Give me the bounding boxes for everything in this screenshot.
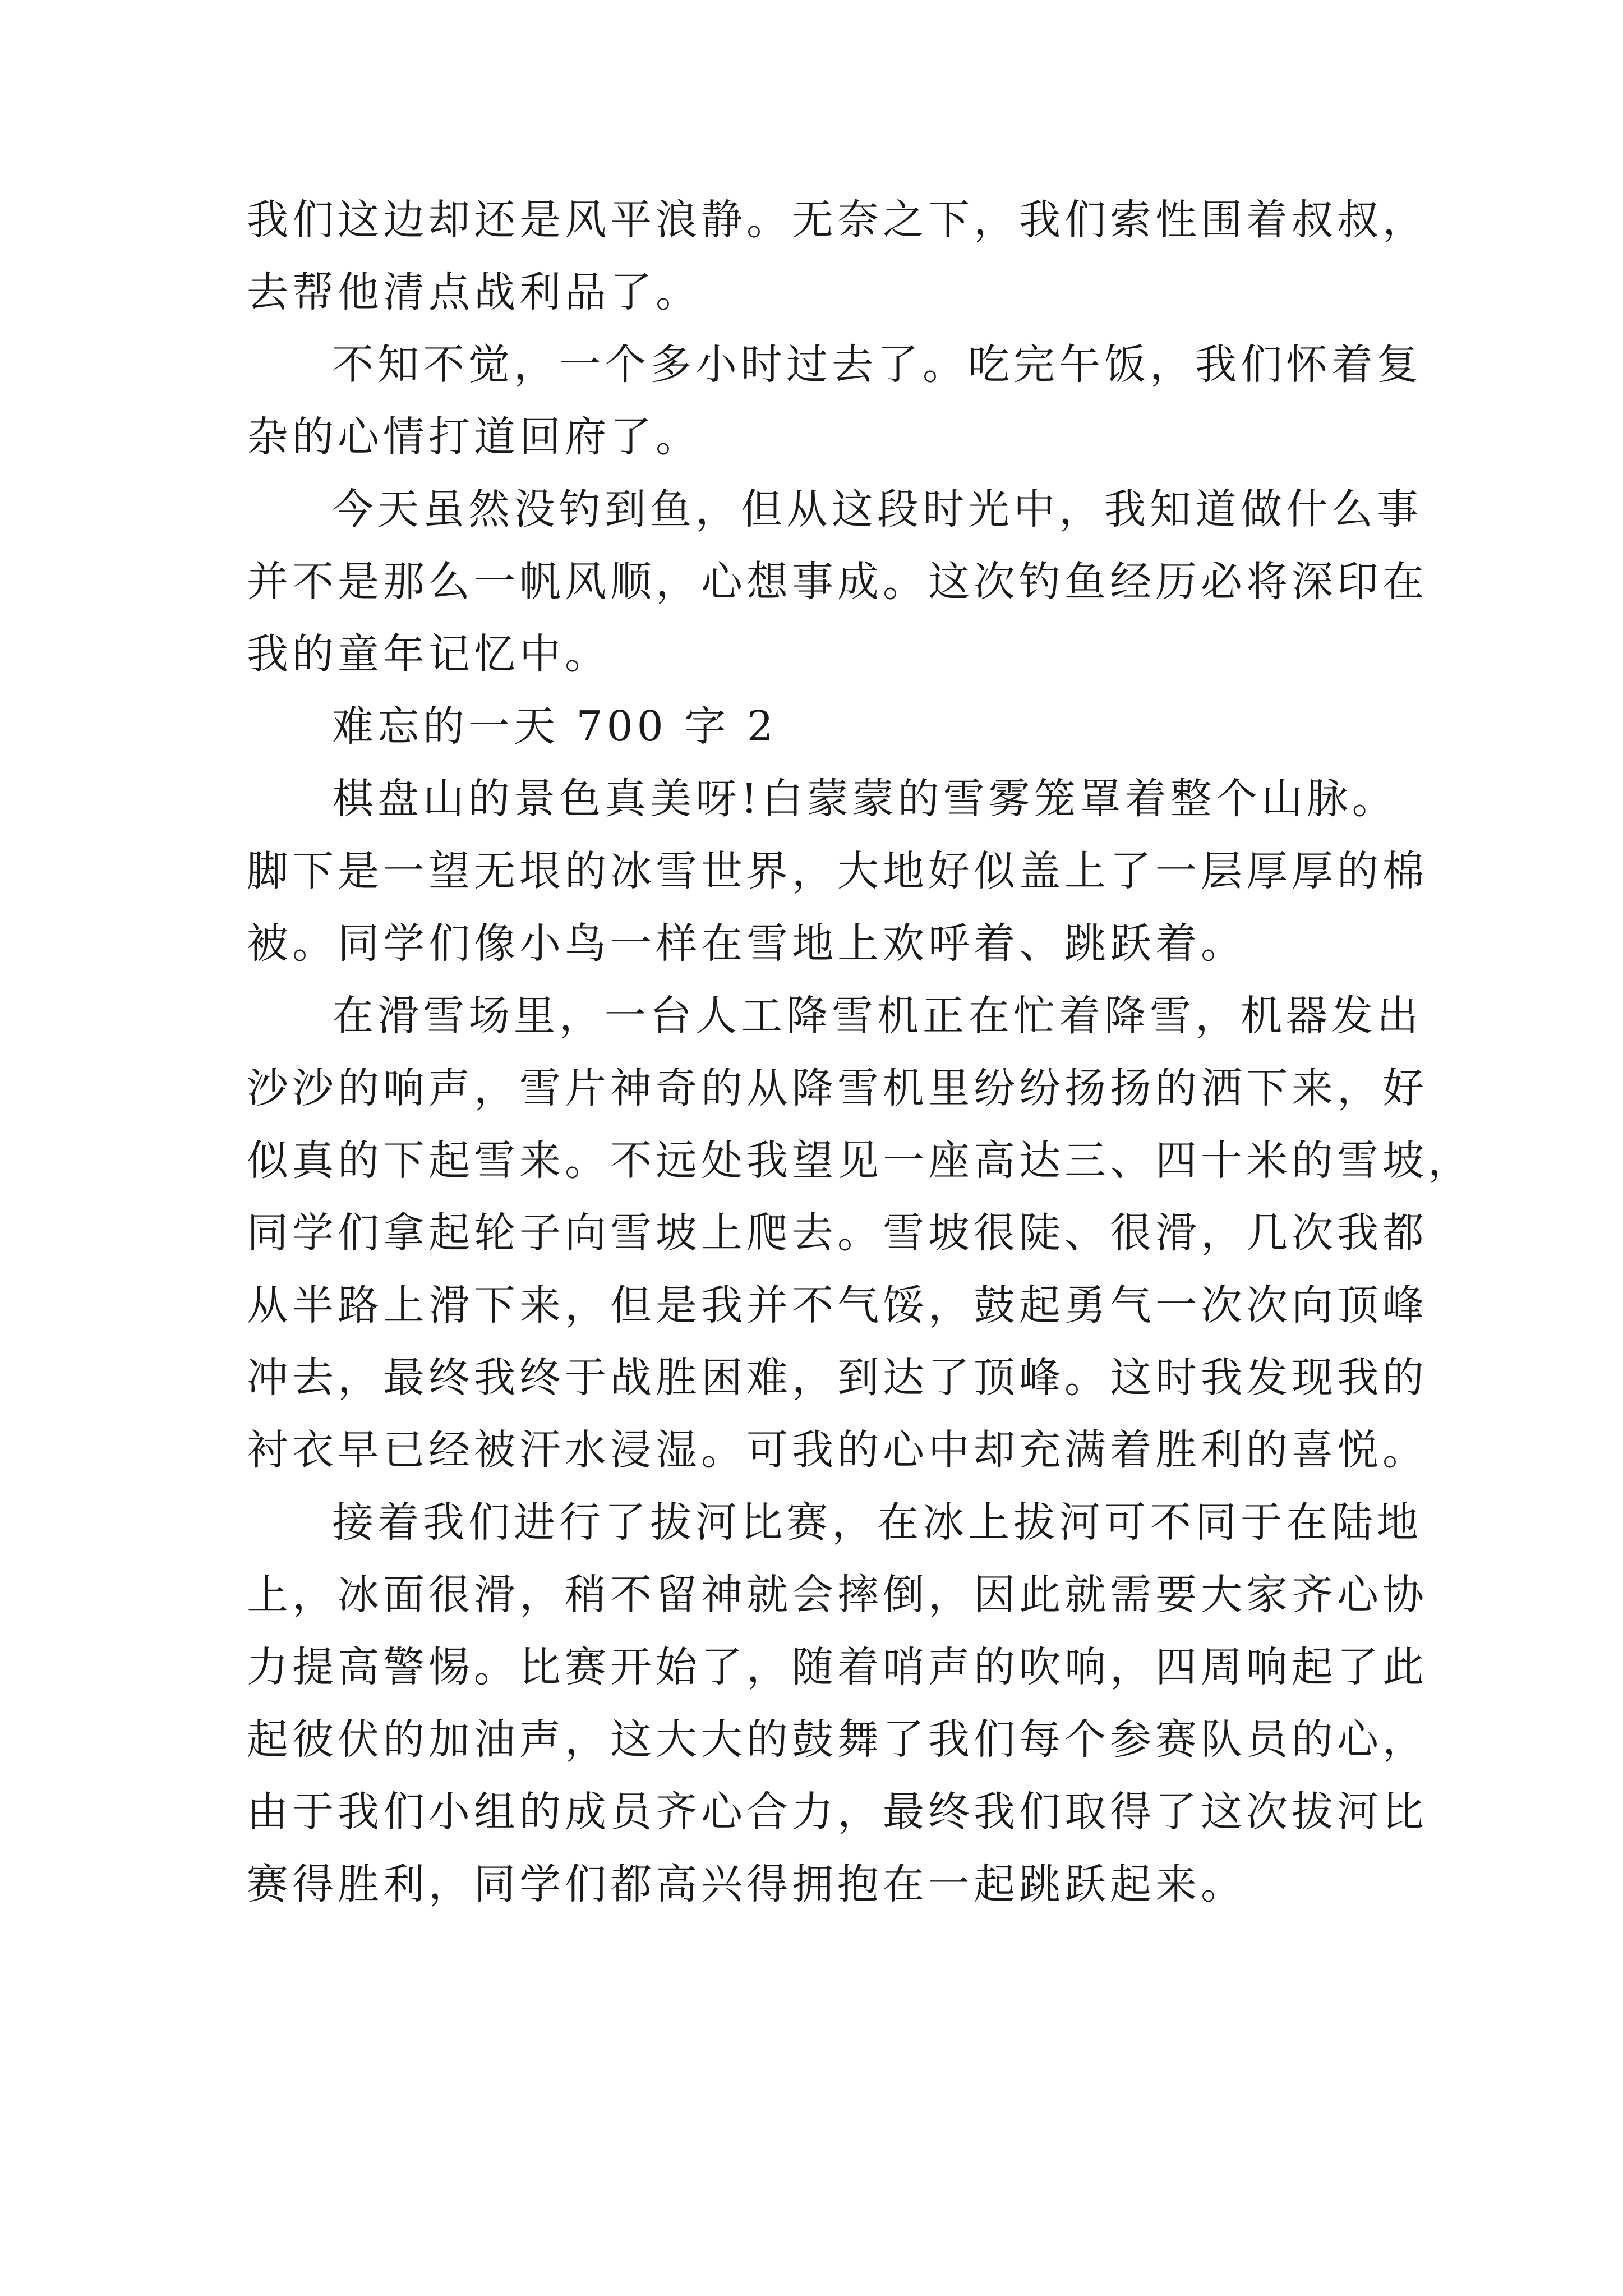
- text-line: 我的童年记忆中。: [247, 630, 610, 678]
- text-line: 同学们拿起轮子向雪坡上爬去。雪坡很陡、很滑，几次我都: [247, 1209, 1428, 1257]
- section-heading: 难忘的一天 700 字 2: [332, 702, 777, 751]
- text-line: 我们这边却还是风平浪静。无奈之下，我们索性围着叔叔，: [247, 196, 1428, 244]
- text-line: 并不是那么一帆风顺，心想事成。这次钓鱼经历必将深印在: [247, 558, 1428, 606]
- text-line: 力提高警惕。比赛开始了，随着哨声的吹响，四周响起了此: [247, 1643, 1428, 1691]
- body-text: [247, 184, 1473, 1921]
- text-line: 不知不觉，一个多小时过去了。吃完午饭，我们怀着复: [332, 341, 1422, 389]
- text-line: 接着我们进行了拔河比赛，在冰上拔河可不同于在陆地: [332, 1498, 1422, 1547]
- text-line: 去帮他清点战利品了。: [247, 268, 701, 316]
- text-line: 赛得胜利，同学们都高兴得拥抱在一起跳跃起来。: [247, 1860, 1246, 1908]
- text-line: 从半路上滑下来，但是我并不气馁，鼓起勇气一次次向顶峰: [247, 1281, 1428, 1329]
- text-line: 在滑雪场里，一台人工降雪机正在忙着降雪，机器发出: [332, 992, 1422, 1040]
- text-line: 由于我们小组的成员齐心合力，最终我们取得了这次拔河比: [247, 1788, 1428, 1836]
- text-line: 起彼伏的加油声，这大大的鼓舞了我们每个参赛队员的心，: [247, 1715, 1428, 1764]
- text-line: 今天虽然没钓到鱼，但从这段时光中，我知道做什么事: [332, 485, 1422, 533]
- text-line: 上，冰面很滑，稍不留神就会摔倒，因此就需要大家齐心协: [247, 1571, 1428, 1619]
- text-line: 棋盘山的景色真美呀!白蒙蒙的雪雾笼罩着整个山脉。: [332, 775, 1398, 823]
- text-line: 似真的下起雪来。不远处我望见一座高达三、四十米的雪坡，: [247, 1137, 1473, 1185]
- text-line: 被。同学们像小鸟一样在雪地上欢呼着、跳跃着。: [247, 919, 1246, 968]
- text-line: 沙沙的响声，雪片神奇的从降雪机里纷纷扬扬的洒下来，好: [247, 1064, 1428, 1112]
- text-line: 杂的心情打道回府了。: [247, 413, 701, 461]
- text-line: 冲去，最终我终于战胜困难，到达了顶峰。这时我发现我的: [247, 1354, 1428, 1402]
- text-line: 衬衣早已经被汗水浸湿。可我的心中却充满着胜利的喜悦。: [247, 1426, 1428, 1474]
- text-line: 脚下是一望无垠的冰雪世界，大地好似盖上了一层厚厚的棉: [247, 847, 1428, 895]
